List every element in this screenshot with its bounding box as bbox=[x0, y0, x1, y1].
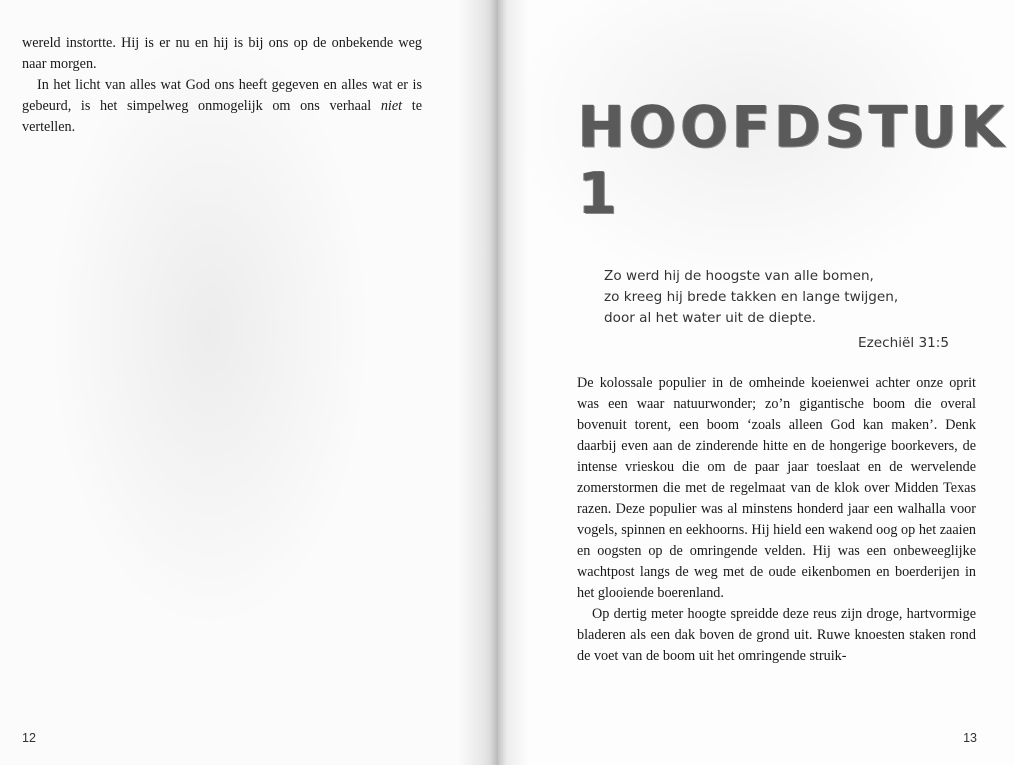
emphasis-word: niet bbox=[380, 98, 403, 114]
left-page-text bbox=[22, 33, 422, 138]
left-paragraph-1: wereld instortte. Hij is er nu en hij is bij ons op de onbekende weg naar morgen. bbox=[22, 35, 422, 72]
right-page-text bbox=[577, 373, 976, 667]
epigraph-line: door al het water uit de diepte. bbox=[604, 310, 817, 326]
left-paragraph-2 bbox=[22, 75, 422, 138]
left-paragraph-2-end: te vertellen. bbox=[22, 98, 422, 135]
epigraph-reference: Ezechiël 31:5 bbox=[858, 335, 949, 351]
epigraph-line: Zo werd hij de hoogste van alle bomen, bbox=[604, 268, 874, 284]
right-paragraph-2: Op dertig meter hoogte spreidde deze reus zijn droge, hartvormige bladeren als een dak boven de grond uit. Ruwe knoesten staken rond de voet van de boom uit het omringende struik- bbox=[577, 606, 976, 664]
right-paragraph-1: De kolossale populier in de omheinde koeienwei achter onze oprit was een waar natuurwonder; zo’n gigantische boom die overal bovenuit torent, een boom ‘zoals alleen God kan maken’. Denk daarbij even aan de zinderende hitte en de hongerige boorkevers, de intense vrieskou die om de paar jaar toeslaat en de wervelende zomerstormen die met de regelmaat van de klok over Midden Texas razen. Deze populier was al minstens honderd jaar een walhalla voor vogels, spinnen en eekhoorns. Hij hield een wakend oog op het zaaien en oogsten op de omringende velden. Hij was een onbeweeglijke wachtpost langs de weg met de oude eikenbomen en boerderijen in het glooiende boerenland. bbox=[577, 375, 976, 601]
left-page bbox=[0, 0, 498, 765]
page-number-left: 12 bbox=[22, 731, 36, 745]
epigraph-line: zo kreeg hij brede takken en lange twijgen, bbox=[604, 289, 899, 305]
right-page bbox=[498, 0, 1014, 765]
book-gutter bbox=[490, 0, 506, 765]
chapter-title: HOOFDSTUK 1 bbox=[578, 94, 1009, 228]
left-paragraph-2-text: In het licht van alles wat God ons heeft gegeven en alles wat er is gebeurd, is het simpelweg onmogelijk om ons verhaal bbox=[22, 77, 422, 114]
epigraph bbox=[604, 266, 949, 354]
page-number-right: 13 bbox=[963, 731, 977, 745]
